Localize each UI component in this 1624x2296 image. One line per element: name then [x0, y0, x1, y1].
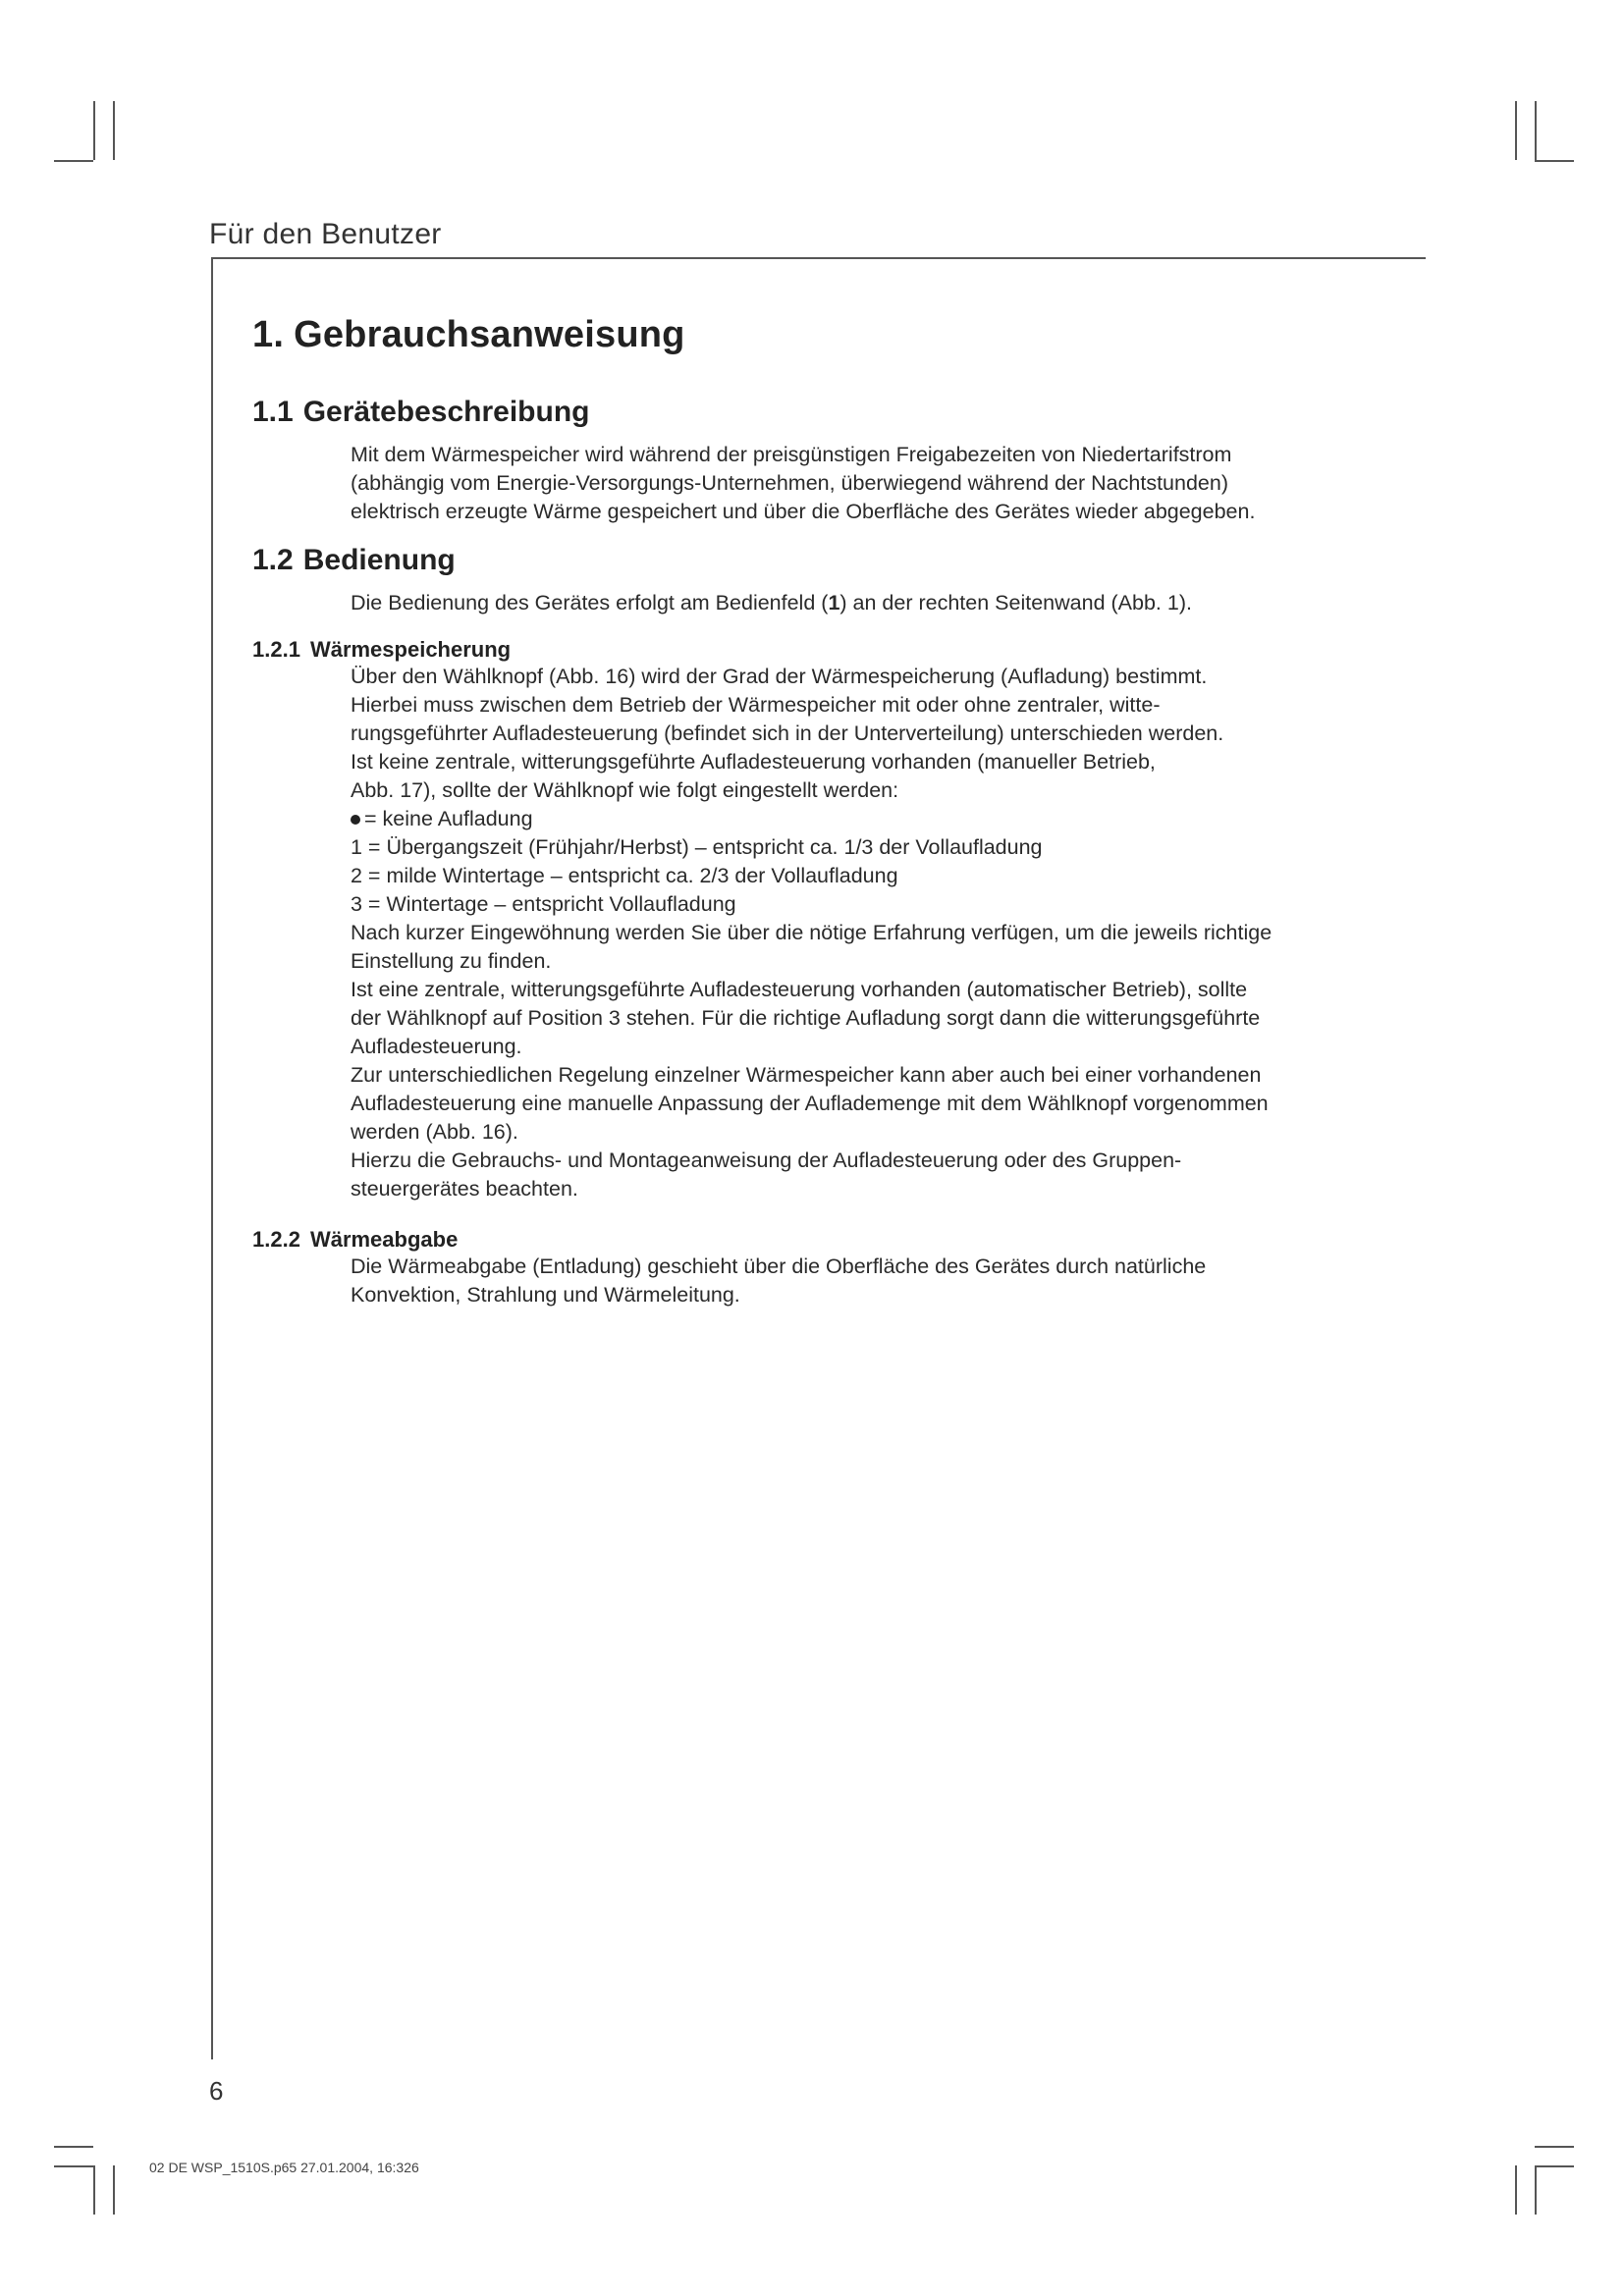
text-line: Hierzu die Gebrauchs- und Montageanweisung der Aufladesteuerung oder des Gruppen- — [351, 1148, 1182, 1172]
text-line: steuergerätes beachten. — [351, 1177, 578, 1201]
text-line: werden (Abb. 16). — [351, 1120, 518, 1144]
section-heading-1-1 — [252, 396, 1411, 429]
section-body-1-1 — [351, 441, 1411, 526]
text-line: Mit dem Wärmespeicher wird während der preisgünstigen Freigabezeiten von Niedertarifstrom — [351, 443, 1232, 466]
text-line: Zur unterschiedlichen Regelung einzelner Wärmespeicher kann aber auch bei einer vorhandenen — [351, 1063, 1262, 1087]
section-body-1-2 — [351, 589, 1411, 617]
margin-rule — [211, 257, 213, 2059]
text-line: Ist eine zentrale, witterungsgeführte Aufladesteuerung vorhanden (automatischer Betrieb), sollte — [351, 978, 1248, 1001]
chapter-title-text: Gebrauchsanweisung — [294, 314, 685, 355]
crop-mark — [93, 2165, 95, 2215]
setting-line-dot — [351, 805, 1411, 833]
print-slug: 02 DE WSP_1510S.p65 27.01.2004, 16:326 — [149, 2160, 419, 2175]
bold-reference: 1 — [828, 591, 840, 614]
crop-mark — [1515, 101, 1517, 160]
text-line — [351, 589, 1411, 617]
crop-mark — [1535, 2165, 1537, 2215]
text-line: Abb. 17), sollte der Wählknopf wie folgt eingestellt werden: — [351, 778, 899, 802]
chapter-number: 1. — [252, 314, 285, 355]
subsection-heading-1-2-2 — [252, 1227, 1411, 1253]
crop-mark — [113, 101, 115, 160]
crop-mark — [1535, 2146, 1574, 2148]
text-line: Aufladesteuerung. — [351, 1035, 522, 1058]
header-rule — [211, 257, 1426, 259]
text-line: Konvektion, Strahlung und Wärmeleitung. — [351, 1283, 740, 1307]
setting-line-1: 1 = Übergangszeit (Frühjahr/Herbst) – entspricht ca. 1/3 der Vollaufladung — [351, 835, 1043, 859]
text-line: rungsgeführter Aufladesteuerung (befindet sich in der Unterverteilung) unterschieden werden. — [351, 721, 1224, 745]
text-fragment: Die Bedienung des Gerätes erfolgt am Bedienfeld ( — [351, 591, 829, 614]
section-title: Bedienung — [302, 544, 456, 576]
section-number: 1.1 — [252, 396, 294, 428]
crop-mark — [1535, 160, 1574, 162]
text-line: Nach kurzer Eingewöhnung werden Sie über die nötige Erfahrung verfügen, um die jeweils richtige — [351, 921, 1272, 944]
chapter-title — [252, 314, 1411, 356]
setting-line-2: 2 = milde Wintertage – entspricht ca. 2/3 der Vollaufladung — [351, 864, 898, 887]
subsection-heading-1-2-1 — [252, 637, 1411, 663]
page-number: 6 — [209, 2076, 224, 2106]
section-title: Gerätebeschreibung — [302, 396, 590, 428]
crop-mark — [1515, 2165, 1517, 2215]
crop-mark — [1535, 101, 1537, 160]
subsection-title: Wärmeabgabe — [309, 1227, 459, 1252]
running-header: Für den Benutzer — [209, 218, 442, 250]
text-line: Aufladesteuerung eine manuelle Anpassung der Auflademenge mit dem Wählknopf vorgenommen — [351, 1092, 1269, 1115]
subsection-body-1-2-2 — [351, 1253, 1411, 1309]
page-content — [252, 314, 1411, 1309]
crop-mark — [93, 101, 95, 160]
crop-mark — [1535, 2165, 1574, 2167]
text-line: der Wählknopf auf Position 3 stehen. Für die richtige Aufladung sorgt dann die witterungsgeführte — [351, 1006, 1261, 1030]
subsection-body-1-2-1 — [351, 663, 1411, 1203]
text-line: Die Wärmeabgabe (Entladung) geschieht über die Oberfläche des Gerätes durch natürliche — [351, 1255, 1207, 1278]
text-fragment: ) an der rechten Seitenwand (Abb. 1). — [839, 591, 1192, 614]
subsection-number: 1.2.1 — [252, 637, 300, 662]
crop-mark — [54, 2146, 93, 2148]
text-line: Einstellung zu finden. — [351, 949, 552, 973]
crop-mark — [54, 160, 93, 162]
dot-symbol-icon — [351, 815, 360, 825]
text-line: Ist keine zentrale, witterungsgeführte Aufladesteuerung vorhanden (manueller Betrieb, — [351, 750, 1156, 774]
subsection-number: 1.2.2 — [252, 1227, 300, 1252]
section-number: 1.2 — [252, 544, 294, 576]
text-line: Über den Wählknopf (Abb. 16) wird der Grad der Wärmespeicherung (Aufladung) bestimmt. — [351, 665, 1208, 688]
text-line: (abhängig vom Energie-Versorgungs-Unternehmen, überwiegend während der Nachtstunden) — [351, 471, 1228, 495]
setting-text: = keine Aufladung — [364, 807, 533, 830]
crop-mark — [54, 2165, 93, 2167]
setting-line-3: 3 = Wintertage – entspricht Vollaufladung — [351, 892, 736, 916]
section-heading-1-2 — [252, 544, 1411, 577]
text-line: Hierbei muss zwischen dem Betrieb der Wärmespeicher mit oder ohne zentraler, witte- — [351, 693, 1161, 717]
text-line: elektrisch erzeugte Wärme gespeichert und über die Oberfläche des Gerätes wieder abgegeben. — [351, 500, 1256, 523]
crop-mark — [113, 2165, 115, 2215]
subsection-title: Wärmespeicherung — [309, 637, 512, 662]
